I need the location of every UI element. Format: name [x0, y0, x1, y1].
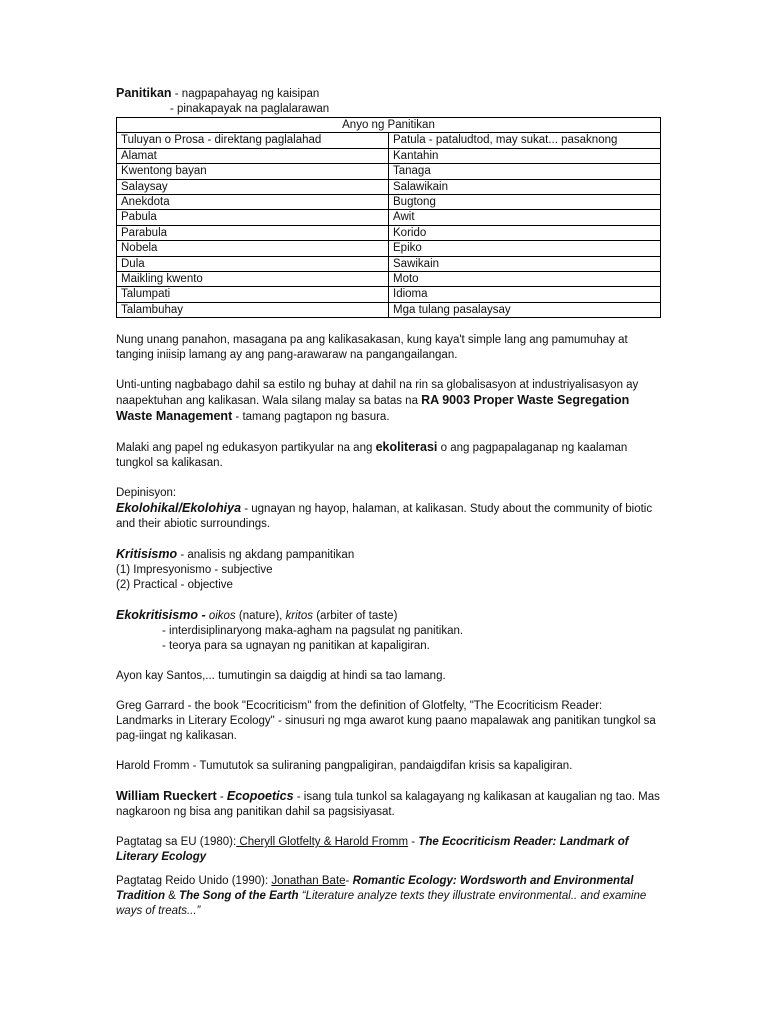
eu-title: The Ecocriticism Reader: Landmark of Literary Ecology [116, 836, 629, 864]
kritos-word: kritos [285, 610, 314, 623]
table-header-row [117, 118, 661, 133]
table-cell: Salawikain [389, 179, 661, 194]
table-cell: Sawikain [389, 256, 661, 271]
uk-quote: “Literature analyze texts they illustrate environmental.. and examine ways of treats...” [116, 890, 647, 918]
table-row [117, 241, 661, 256]
kritisismo-term: Kritisismo [116, 547, 178, 562]
depinisyon-ekolohiya [116, 501, 661, 532]
table-cell: Kwentong bayan [117, 164, 389, 179]
table-row [117, 225, 661, 240]
kritisismo-item-2: (2) Practical - objective [116, 579, 233, 592]
eu-names: Cheryll Glotfelty & Harold Fromm [236, 836, 409, 849]
panitikan-def1: - nagpapahayag ng kaisipan [171, 88, 320, 100]
oikos-word: oikos [208, 610, 236, 623]
p3-post: o ang pagpapalaganap ng kaalaman tungkol sa kalikasan. [116, 442, 628, 470]
panitikan-line [116, 86, 661, 102]
uk-pre: Pagtatag Reido Unido (1990): [116, 875, 272, 888]
table-row [117, 302, 661, 317]
arbiter-word: (arbiter of taste) [313, 610, 398, 623]
uk-paragraph [116, 874, 661, 919]
rueckert-def: - isang tula tunkol sa kalagayang ng kalikasan at kaugalian ng tao. Mas nagkaroon ng bisa ang panitikan dahil sa pagsisiyasat. [116, 791, 660, 819]
p3-pre: Malaki ang papel ng edukasyon partikyular na ang [116, 442, 376, 455]
p2-post: - tamang pagtapon ng basura. [232, 411, 390, 424]
ekolohiya-def: - ugnayan ng hayop, halaman, at kalikasan. Study about the community of biotic and their abiotic surroundings. [116, 503, 653, 531]
table-cell: Salaysay [117, 179, 389, 194]
table-cell: Nobela [117, 241, 389, 256]
garrard-paragraph: Greg Garrard - the book "Ecocriticism" from the definition of Glotfelty, "The Ecocriticism Reader: Landmarks in Literary Ecology" - sinusuri ng mga awarot kung paano mapalawak ang panitikan tungkol sa pag-iingat ng kalikasan. [116, 700, 656, 743]
table-row [117, 195, 661, 210]
ekolohiya-term: Ekolohikal/Ekolohiya [116, 501, 242, 516]
table-cell: Epiko [389, 241, 661, 256]
rueckert-dash: - [216, 791, 227, 804]
table-cell: Korido [389, 225, 661, 240]
uk-name: Jonathan Bate [271, 875, 346, 888]
paragraph-3 [116, 440, 661, 471]
table-row [117, 148, 661, 163]
table-header: Anyo ng Panitikan [117, 118, 661, 133]
ekokritisismo-line [116, 608, 661, 624]
paragraph-2 [116, 378, 661, 425]
table-cell: Pabula [117, 210, 389, 225]
eu-pre: Pagtatag sa EU (1980): [116, 836, 237, 849]
santos-paragraph: Ayon kay Santos,... tumutingin sa daigdig at hindi sa tao lamang. [116, 670, 446, 683]
table-cell: Alamat [117, 148, 389, 163]
table-cell: Bugtong [389, 195, 661, 210]
p3-ekoliterasi: ekoliterasi [375, 440, 438, 455]
table-col-header-row [117, 133, 661, 148]
p2-pre: Unti-unting nagbabago dahil sa estilo ng buhay at dahil na rin sa globalisasyon at industriyalisasyon ay naapektuhan ang kalikasan. Wala silang malay sa batas na [116, 379, 639, 408]
kritisismo-def: - analisis ng akdang pampanitikan [177, 549, 355, 562]
eu-paragraph [116, 835, 661, 865]
kritisismo-line [116, 547, 661, 563]
table-cell: Talumpati [117, 287, 389, 302]
depinisyon-label: Depinisyon: [116, 487, 177, 500]
table-cell: Parabula [117, 225, 389, 240]
panitikan-term: Panitikan [116, 86, 172, 100]
table-cell: Moto [389, 272, 661, 287]
ecopoetics-term: Ecopoetics [226, 789, 294, 804]
col1-header: Tuluyan o Prosa - direktang paglalahad [117, 133, 389, 148]
ekokritisismo-term: Ekokritisismo - [116, 608, 206, 623]
table-cell: Talambuhay [117, 302, 389, 317]
table-row [117, 210, 661, 225]
col2-header: Patula - pataludtod, may sukat... pasaknong [389, 133, 661, 148]
rueckert-name: William Rueckert [116, 789, 217, 804]
table-cell: Idioma [389, 287, 661, 302]
table-cell: Awit [389, 210, 661, 225]
kritisismo-item-1: (1) Impresyonismo - subjective [116, 564, 273, 577]
table-cell: Maikling kwento [117, 272, 389, 287]
table-row [117, 287, 661, 302]
eu-dash: - [408, 836, 419, 849]
document-body [116, 86, 661, 919]
table-cell: Mga tulang pasalaysay [389, 302, 661, 317]
table-cell: Anekdota [117, 195, 389, 210]
paragraph-1: Nung unang panahon, masagana pa ang kalikasakasan, kung kaya't simple lang ang pamumuhay at tanging iniisip lamang ay ang pang-arawaraw na pangangailangan. [116, 334, 628, 362]
nature-word: (nature), [235, 610, 286, 623]
uk-amp: & [164, 890, 180, 903]
p2-law: RA 9003 Proper Waste Segregation Waste Management [116, 393, 630, 424]
uk-dash: - [345, 875, 353, 888]
fromm-paragraph: Harold Fromm - Tumututok sa suliraning pangpaligiran, pandaigdifan krisis sa kapaligiran. [116, 760, 573, 773]
table-row [117, 179, 661, 194]
uk-title-2: The Song of the Earth [179, 890, 299, 903]
table-row [117, 164, 661, 179]
table-row [117, 272, 661, 287]
panitikan-def2: - pinakapayak na paglalarawan [170, 103, 330, 115]
anyo-table [116, 117, 661, 318]
table-cell: Dula [117, 256, 389, 271]
table-cell: Tanaga [389, 164, 661, 179]
rueckert-paragraph [116, 789, 661, 820]
ekokritisismo-item-1: - interdisiplinaryong maka-agham na pagsulat ng panitikan. [162, 625, 464, 638]
uk-title-1: Romantic Ecology: Wordsworth and Environmental Tradition [116, 875, 634, 903]
table-row [117, 256, 661, 271]
ekokritisismo-item-2: - teorya para sa ugnayan ng panitikan at kapaligiran. [162, 640, 430, 653]
table-cell: Kantahin [389, 148, 661, 163]
